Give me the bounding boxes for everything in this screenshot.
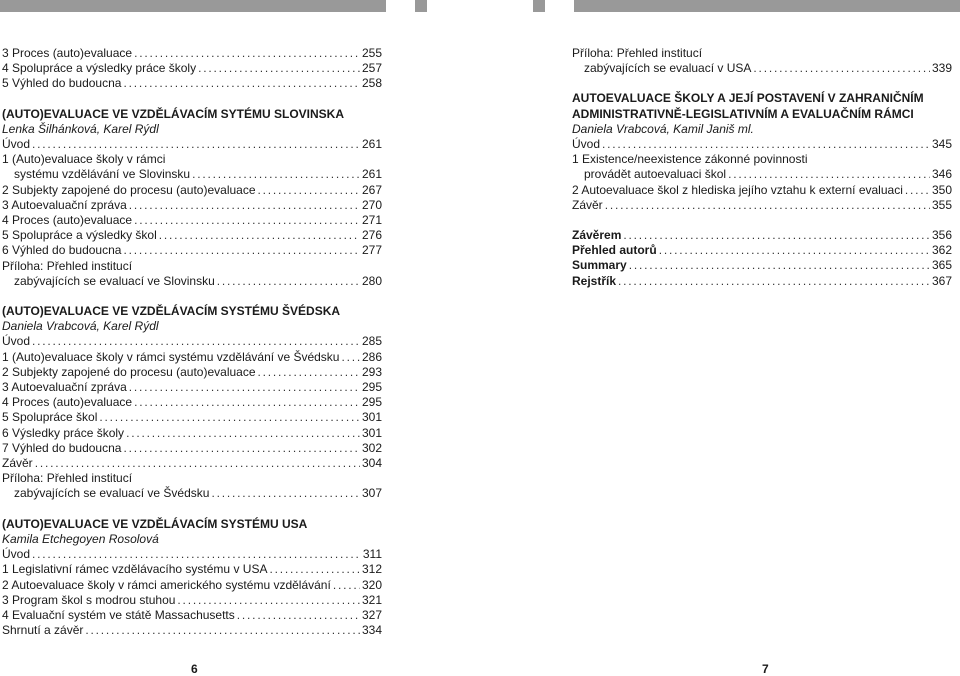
toc-entry: 6 Výsledky práce školy ..... 301 (2, 426, 382, 441)
toc-entry-lead: 1 (Auto)evaluace školy v rámci (2, 152, 166, 167)
page-number-right: 7 (762, 662, 769, 676)
toc-entry: zabývajících se evaluací ve Slovinsku ..... 280 (2, 274, 382, 289)
section-authors: Daniela Vrabcová, Kamil Janiš ml. (572, 121, 754, 136)
toc-entry: Závěrem ..... 356 (572, 228, 952, 243)
toc-section-autoevaluace-zahranici (572, 91, 952, 213)
toc-entry: 3 Autoevaluační zpráva ..... 295 (2, 380, 382, 395)
toc-entry: provádět autoevaluaci škol ..... 346 (572, 167, 952, 182)
toc-entry: 2 Autoevaluace škol z hlediska jejího vztahu k externí evaluaci ..... 350 (572, 183, 952, 198)
toc-entry-lead: 1 Existence/neexistence zákonné povinnosti (572, 152, 808, 167)
header-bar-small-left (415, 0, 427, 12)
toc-entry-lead: Příloha: Přehled institucí (2, 258, 133, 273)
section-title: (AUTO)EVALUACE VE VZDĚLÁVACÍM SYSTÉMU ŠVÉDSKA (2, 304, 341, 319)
section-title-line2: ADMINISTRATIVNĚ-LEGISLATIVNÍM A EVALUAČNÍM RÁMCI (572, 106, 914, 121)
toc-entry: 3 Program škol s modrou stuhou ..... 321 (2, 593, 382, 608)
toc-entry: Závěr ..... 304 (2, 456, 382, 471)
toc-entry: 4 Spolupráce a výsledky práce školy ..... 257 (2, 61, 382, 76)
toc-right-column (572, 46, 952, 304)
toc-entry: 2 Subjekty zapojené do procesu (auto)evaluace ..... 267 (2, 183, 382, 198)
toc-entry: 5 Výhled do budoucna ..... 258 (2, 76, 382, 91)
toc-left-column (2, 46, 382, 653)
header-bar-small-right (533, 0, 545, 12)
section-authors: Kamila Etchegoyen Rosolová (2, 531, 159, 546)
toc-previous-section-tail (572, 46, 952, 76)
toc-entry: zabývajících se evaluací ve Švédsku ..... 307 (2, 486, 382, 501)
toc-section-usa (2, 517, 382, 639)
page-number-left: 6 (191, 662, 198, 676)
toc-entry: 1 Legislativní rámec vzdělávacího systému v USA ..... 312 (2, 562, 382, 577)
toc-entry: 6 Výhled do budoucna ..... 277 (2, 243, 382, 258)
toc-entry: 2 Subjekty zapojené do procesu (auto)evaluace ..... 293 (2, 365, 382, 380)
toc-entry: 3 Proces (auto)evaluace ..... 255 (2, 46, 382, 61)
toc-entry-lead: Příloha: Přehled institucí (572, 46, 703, 60)
toc-entry: zabývajících se evaluací v USA ..... 339 (572, 61, 952, 76)
toc-entry: Úvod ..... 345 (572, 137, 952, 152)
toc-entry: 7 Výhled do budoucna ..... 302 (2, 441, 382, 456)
toc-previous-section-tail (2, 46, 382, 92)
toc-entry: 5 Spolupráce škol ..... 301 (2, 410, 382, 425)
toc-section-slovinsko (2, 107, 382, 289)
toc-entry: Úvod ..... 285 (2, 334, 382, 349)
toc-entry: Summary ..... 365 (572, 258, 952, 273)
section-authors: Daniela Vrabcová, Karel Rýdl (2, 319, 159, 334)
toc-entry: 4 Proces (auto)evaluace ..... 271 (2, 213, 382, 228)
section-title: (AUTO)EVALUACE VE VZDĚLÁVACÍM SYSTÉMU USA (2, 516, 308, 531)
toc-entry: Rejstřík ..... 367 (572, 274, 952, 289)
toc-entry: Úvod ..... 261 (2, 137, 382, 152)
toc-entry: 4 Proces (auto)evaluace ..... 295 (2, 395, 382, 410)
header-bar-left (0, 0, 386, 12)
toc-entry: 1 (Auto)evaluace školy v rámci systému vzdělávání ve Švédsku ..... 286 (2, 350, 382, 365)
toc-entry-lead: Příloha: Přehled institucí (2, 471, 133, 486)
section-authors: Lenka Šilhánková, Karel Rýdl (2, 121, 159, 136)
toc-entry: 3 Autoevaluační zpráva ..... 270 (2, 198, 382, 213)
toc-entry: systému vzdělávání ve Slovinsku ..... 261 (2, 167, 382, 182)
toc-back-matter (572, 228, 952, 289)
toc-entry: Úvod ..... 311 (2, 547, 382, 562)
toc-entry: 2 Autoevaluace školy v rámci amerického systému vzdělávání ..... 320 (2, 578, 382, 593)
toc-section-svedsko (2, 304, 382, 502)
toc-entry: 5 Spolupráce a výsledky škol ..... 276 (2, 228, 382, 243)
toc-entry: 4 Evaluační systém ve státě Massachusetts ..... 327 (2, 608, 382, 623)
toc-entry: Přehled autorů ..... 362 (572, 243, 952, 258)
toc-entry: Shrnutí a závěr ..... 334 (2, 623, 382, 638)
section-title-line1: AUTOEVALUACE ŠKOLY A JEJÍ POSTAVENÍ V ZAHRANIČNÍM (572, 91, 924, 106)
header-bar-right (574, 0, 960, 12)
toc-entry: Závěr ..... 355 (572, 198, 952, 213)
section-title: (AUTO)EVALUACE VE VZDĚLÁVACÍM SYTÉMU SLOVINSKA (2, 106, 345, 121)
